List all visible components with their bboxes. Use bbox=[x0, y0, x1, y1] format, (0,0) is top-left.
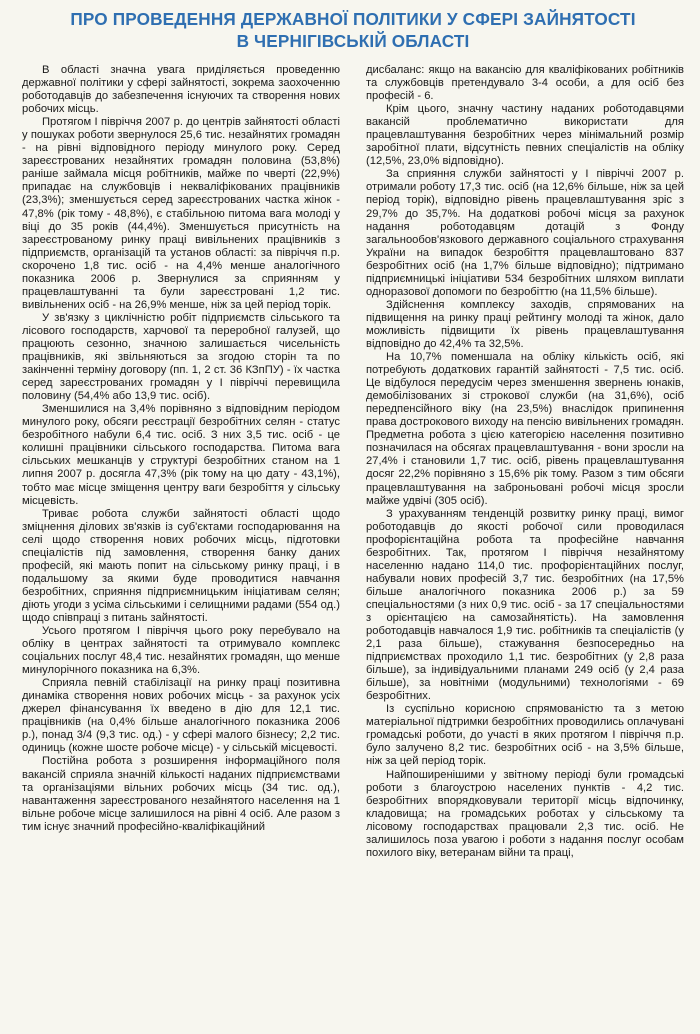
paragraph: Усього протягом І півріччя цього року перебувало на обліку в центрах зайнятості та отримувало комплекс соціальних послуг 48,4 тис. незайнятих громадян, що менше минулорічного показника на 6,3%. bbox=[22, 625, 340, 677]
paragraph: Зменшилися на 3,4% порівняно з відповідним періодом минулого року, обсяги реєстрації безробітних селян - статус безробітного набули 6,4 тис. осіб. З них 3,5 тис. осіб - це колишні працівники сільського господарства. Питома вага сільських мешканців у структурі безробітних станом на 1 липня 2007 р. досягла 47,3% (рік тому на цю дату - 43,1%), тобто має місце зміщення центру ваги безробіття у сільську місцевість. bbox=[22, 403, 340, 507]
article-title bbox=[22, 8, 684, 52]
paragraph: На 10,7% поменшала на обліку кількість осіб, які потребують додаткових гарантій зайнятості - 7,5 тис. осіб. Це відбулося передусім через зменшення звернень юнаків, демобілізованих зі строкової служби (на 31,6%), осіб передпенсійного віку (на 23,5%) внаслідок припинення права дострокового виходу на пенсію вивільнених громадян. Предметна робота з цією категорією населення позитивно позначилася на обсягах працевлаштування - вони зросли на 27,4% і становили 1,7 тис. осіб, рівень працевлаштування досяг 22,2% порівняно з 15,6% рік тому. Разом з тим обсяги працевлаштування на заброньовані робочі місця зросли майже удвічі (305 осіб). bbox=[366, 351, 684, 507]
paragraph: Протягом І півріччя 2007 р. до центрів зайнятості області у пошуках роботи звернулося 25,6 тис. незайнятих громадян - на рівні відповідного періоду минулого року. Серед зареєстрованих незайнятих громадян половина (53,8%) раніше займала місця робітників, майже по чверті (22,9%) припадає на службовців і некваліфікованих працівників (23,3%); зменшується серед зареєстрованих частка жінок - 47,8% (рік тому - 48,8%), є стабільною питома вага молоді у віці до 35 років (44,4%). Зменшується присутність на зареєстрованому ринку праці вивільнених працівників з підприємств, організацій та установ області: за півріччя п.р. скорочено 1,8 тис. осіб - на 4,4% менше аналогічного показника 2006 р. Звернулися за сприянням у працевлаштуванні та були зареєстровані 1,2 тис. вивільнених осіб - на 26,9% менше, ніж за цей період торік. bbox=[22, 116, 340, 311]
paragraph: Постійна робота з розширення інформаційного поля вакансій сприяла значній кількості наданих підприємствами та організаціями вільних робочих місць (34 тис. од.), навантаження зареєстрованого незайнятого населення на 1 вільне робоче місце залишилося на рівні 4 осіб. Але разом з тим існує значний професійно-кваліфікаційний bbox=[22, 755, 340, 833]
title-line-2: В ЧЕРНІГІВСЬКІЙ ОБЛАСТІ bbox=[236, 31, 470, 51]
paragraph: З урахуванням тенденцій розвитку ринку праці, вимог роботодавців до якості робочої сили проводилася профорієнтаційна робота та професійне навчання безробітних. Так, протягом І півріччя незайнятому населенню надано 114,0 тис. профорієнтаційних послуг, набували нових професій 3,7 тис. безробітних (на 17,5% більше аналогічного показника 2006 р.) за 59 спеціальностями (з них 0,9 тис. осіб - за 17 спеціальностями з орієнтацією на самозайнятість). На замовлення роботодавців навчалося 1,9 тис. робітників та спеціалістів (у 2,1 раза більше), стажування безпосередньо на підприємствах проходило 1,1 тис. безробітних (у 2,8 раза більше), за індивідуальними планами 249 осіб (у 2,4 раза більше), за новітніми (модульними) технологіями - 69 безробітних. bbox=[366, 507, 684, 703]
left-column bbox=[22, 64, 340, 1034]
article-body bbox=[22, 64, 684, 1034]
paragraph: Здійснення комплексу заходів, спрямованих на підвищення на ринку праці рейтингу молоді та жінок, дало можливість підвищити їх рівень працевлаштування відповідно до 42,4% та 32,5%. bbox=[366, 298, 684, 350]
paragraph-continuation: дисбаланс: якщо на вакансію для кваліфікованих робітників та службовців претендувало 3-4 особи, а для осіб без професій - 6. bbox=[366, 64, 684, 103]
paragraph: Найпоширенішими у звітному періоді були громадські роботи з благоустрою населених пунктів - 4,2 тис. безробітних впорядковували території місць відпочинку, кладовища; на громадських роботах у сільському та лісовому господарствах працювали 2,3 тис. осіб. Не залишилось поза увагою і роботи з надання послуг особам похилого віку, ветеранам війни та праці, bbox=[366, 768, 684, 859]
paragraph: Сприяла певній стабілізації на ринку праці позитивна динаміка створення нових робочих місць - за рахунок усіх джерел фінансування їх введено в дію для 12,1 тис. працівників (на 0,4% більше аналогічного показника 2006 р.), понад 3/4 (9,3 тис. од.) - у сфері малого бізнесу; 2,2 тис. одиниць (кожне шосте робоче місце) - у сільській місцевості. bbox=[22, 677, 340, 755]
paragraph: За сприяння служби зайнятості у І півріччі 2007 р. отримали роботу 17,3 тис. осіб (на 12,6% більше, ніж за цей період торік), відповідно рівень працевлаштування зріс з 29,7% до 35,7%. На додаткові робочі місця за рахунок надання роботодавцям дотацій з Фонду загальнообов'язкового державного соціального страхування України на випадок безробіття працевлаштовано 837 безробітних осіб (на 1,7% більше відповідно); підтримано підприємницькі ініціативи 534 безробітних шляхом виплати одноразової допомоги по безробіттю (на 11,5% більше). bbox=[366, 168, 684, 298]
title-line-1: ПРО ПРОВЕДЕННЯ ДЕРЖАВНОЇ ПОЛІТИКИ У СФЕРІ ЗАЙНЯТОСТІ bbox=[70, 9, 636, 29]
right-column bbox=[366, 64, 684, 1034]
paragraph: У зв'язку з циклічністю робіт підприємств сільського та лісового господарств, харчової та переробної галузей, що працюють сезонно, значною залишається чисельність працівників, які звільняються за згодою сторін та по закінченні терміну договору (пп. 1, 2 ст. 36 КЗпПУ) - їх частка серед зареєстрованих громадян у І півріччі перевищила половину (54,4% або 13,9 тис. осіб). bbox=[22, 311, 340, 403]
paragraph: Крім цього, значну частину наданих роботодавцями вакансій проблематично використати для працевлаштування безробітних через мінімальний розмір заробітної плати, відсутність певних спеціалістів на обліку (12,5%, 23,0% відповідно). bbox=[366, 103, 684, 168]
paragraph: В області значна увага приділяється проведенню державної політики у сфері зайнятості, зокрема заохоченню роботодавців до забезпечення існуючих та створення нових робочих місць. bbox=[22, 64, 340, 116]
paragraph: Із суспільно корисною спрямованістю та з метою матеріальної підтримки безробітних проводились оплачувані громадські роботи, до участі в яких протягом І півріччя п.р. було залучено 8,2 тис. безробітних осіб - на 3,5% більше, ніж за цей період торік. bbox=[366, 703, 684, 768]
paragraph: Триває робота служби зайнятості області щодо зміцнення ділових зв'язків із суб'єктами господарювання на селі щодо створення нових робочих місць, підготовки спеціалістів під замовлення, створення банку даних професій, які мають попит на сільському ринку праці, і в подальшому за якими буде проводитися навчання безробітних, сприяння підприємницьким ініціативам селян; діють угоди з усіма сільськими і селищними радами (554 од.) щодо співпраці з питань зайнятості. bbox=[22, 507, 340, 624]
